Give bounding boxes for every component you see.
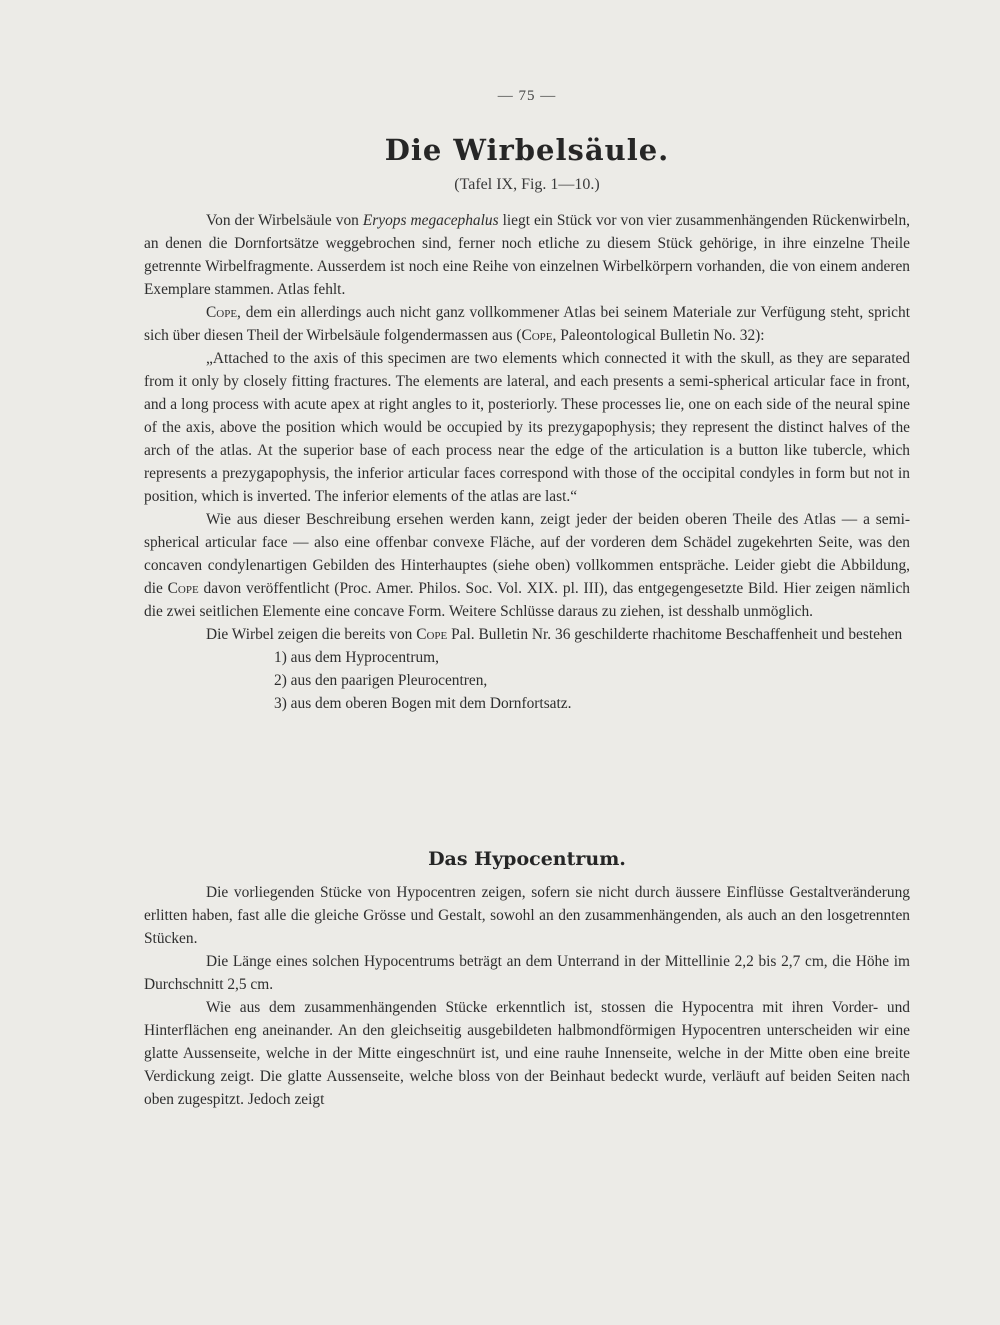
list-item: 2) aus den paarigen Pleurocentren, [274,672,488,689]
paragraph: Die vorliegenden Stücke von Hypocentren zeigen, sofern sie nicht durch äussere Einflüsse Gestaltveränderung erlitten haben, fast alle die gleiche Grösse und Gestalt, sowohl an den zusammenhängenden, als auch an den losgetrennten Stücken. [144,884,910,947]
species-name: Eryops megacephalus [362,212,499,229]
list-item: 1) aus dem Hyprocentrum, [274,649,439,666]
author-name: Cope [416,626,448,643]
section-text [144,881,910,1111]
paragraph-atlas-discussion: Wie aus dieser Beschreibung ersehen werden kann, zeigt jeder der beiden oberen Theile des Atlas — a semi-spherical articular face — also eine offenbar convexe Fläche, auf der vorderen dem Schädel zugekehrten Seite, was den concaven condylenartigen Gebilden des Hinterhauptes (siehe oben) vollkommen entspräche. Leider giebt die Abbildung, die Cope davon veröffentlicht (Proc. Amer. Philos. Soc. Vol. XIX. pl. III), das entgegengesetzte Bild. Hier zeigen nämlich die zwei seitlichen Elemente eine concave Form. Weitere Schlüsse daraus zu ziehen, ist desshalb unmöglich. [144,511,910,620]
author-name: Cope [206,304,238,321]
paragraph-cope: Cope, dem ein allerdings auch nicht ganz vollkommener Atlas bei seinem Materiale zur Verfügung steht, spricht sich über diesen Theil der Wirbelsäule folgendermassen aus (Cope, Paleontological Bulletin No. 32): [144,304,910,344]
author-name: Cope [521,327,553,344]
chapter-title: Die Wirbelsäule. [384,133,670,167]
paragraph-vertebrae: Die Wirbel zeigen die bereits von Cope Pal. Bulletin Nr. 36 geschilderte rhachitome Beschaffenheit und bestehen [206,626,903,643]
vertebra-parts-list [144,646,910,715]
author-name: Cope [167,580,199,597]
plate-reference: (Tafel IX, Fig. 1—10.) [454,176,600,193]
paragraph-intro: Von der Wirbelsäule von Eryops megacephalus liegt ein Stück vor von vier zusammenhängenden Rückenwirbeln, an denen die Dornfortsätze weggebrochen sind, ferner noch etliche zu diesem Stück gehörige, in ihre einzelne Theile getrennte Wirbelfragmente. Ausserdem ist noch eine Reihe von einzelnen Wirbelkörpern vorhanden, die von einem anderen Exemplare stammen. Atlas fehlt. [144,212,910,298]
paragraph-quote: „Attached to the axis of this specimen are two elements which connected it with the skull, as they are separated from it only by closely fitting fractures. The elements are lateral, and each presents a semi-spherical articular face in front, and a long process with acute apex at right angles to it, posteriorly. These processes lie, one on each side of the neural spine of the axis, above the position which would be occupied by its prezygapophysis; they represent the distinct halves of the arch of the atlas. At the superior base of each process near the edge of the articulation is a button like tubercle, which represents a prezygapophysis, the inferior articular faces correspond with those of the occipital condyles in form but not in position, which is inverted. The inferior elements of the atlas are last.“ [144,350,910,505]
paragraph: Wie aus dem zusammenhängenden Stücke erkenntlich ist, stossen die Hypocentra mit ihren Vorder- und Hinterflächen eng aneinander. An den gleichseitig ausgebildeten halbmondförmigen Hypocentren unterscheiden wir eine glatte Aussenseite, welche in der Mitte eingeschnürt ist, und eine rauhe Innenseite, welche in der Mitte oben eine breite Verdickung zeigt. Die glatte Aussenseite, welche bloss von der Beinhaut bedeckt wurde, verläuft auf beiden Seiten nach oben zugespitzt. Jedoch zeigt [144,999,910,1108]
page-number: — 75 — [497,88,557,104]
list-item: 3) aus dem oberen Bogen mit dem Dornfortsatz. [274,695,572,712]
paragraph: Die Länge eines solchen Hypocentrums beträgt an dem Unterrand in der Mittellinie 2,2 bis 2,7 cm, die Höhe im Durchschnitt 2,5 cm. [144,953,910,993]
main-text [144,209,910,715]
section-heading: Das Hypocentrum. [428,848,626,870]
book-page [144,0,910,1325]
